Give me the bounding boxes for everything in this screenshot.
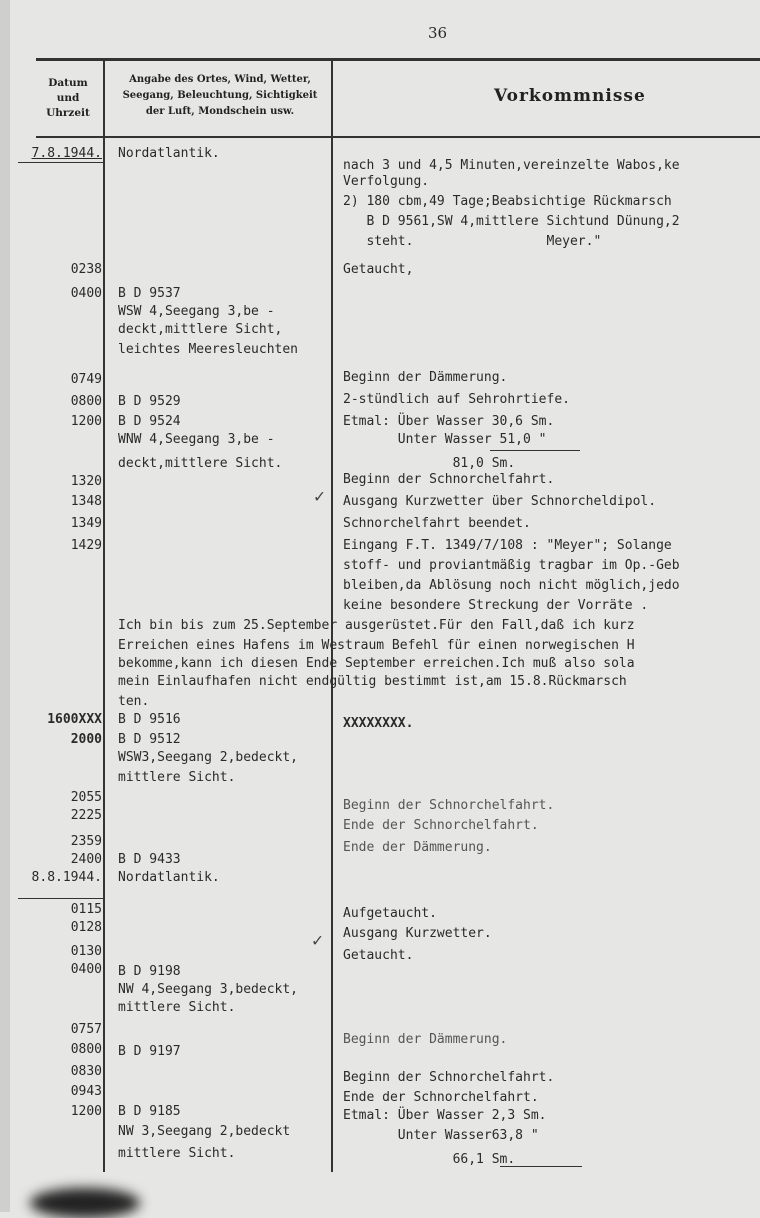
place-entry: B D 9197 (118, 1044, 181, 1059)
place-entry: B D 9537 (118, 286, 181, 301)
time-entry: 0128 (70, 920, 102, 935)
header-place-line: Angabe des Ortes, Wind, Wetter, (129, 74, 311, 85)
date-entry: 7.8.1944. (31, 146, 102, 161)
etmal-sum-line-1 (490, 450, 580, 451)
time-entry: 2055 (70, 790, 102, 805)
event-entry: Ausgang Kurzwetter über Schnorcheldipol. (343, 494, 657, 509)
time-entry: 0400 (70, 286, 102, 301)
checkmark-icon: ✓ (312, 930, 323, 951)
event-entry: Unter Wasser63,8 " (343, 1128, 539, 1143)
event-entry: Beginn der Dämmerung. (343, 370, 508, 385)
page-number: 36 (428, 24, 448, 42)
place-entry: B D 9512 (118, 732, 181, 747)
event-entry: Eingang F.T. 1349/7/108 : "Meyer"; Solange (343, 538, 672, 553)
header-date-line: Uhrzeit (46, 107, 90, 119)
event-entry: nach 3 und 4,5 Minuten,vereinzelte Wabos,ke (343, 158, 680, 173)
time-entry: 1320 (70, 474, 102, 489)
time-entry: 2400 (70, 852, 102, 867)
place-entry: leichtes Meeresleuchten (118, 342, 299, 357)
event-entry: Ende der Schnorchelfahrt. (343, 1090, 539, 1105)
time-entry: 0115 (70, 902, 102, 917)
event-entry: XXXXXXXX. (343, 716, 414, 731)
event-entry: Beginn der Dämmerung. (343, 1032, 508, 1047)
event-entry: 2-stündlich auf Sehrohrtiefe. (343, 392, 570, 407)
time-entry: 2000 (70, 732, 102, 747)
event-entry: Beginn der Schnorchelfahrt. (343, 1070, 555, 1085)
place-entry: mittlere Sicht. (118, 1146, 236, 1161)
place-entry: B D 9185 (118, 1104, 181, 1119)
place-entry: B D 9433 (118, 852, 181, 867)
event-entry: Getaucht. (343, 948, 414, 963)
date-entry: 8.8.1944. (31, 870, 102, 885)
event-entry: Etmal: Über Wasser 30,6 Sm. (343, 414, 555, 429)
header-place-line: der Luft, Mondschein usw. (145, 106, 295, 117)
time-entry: 0130 (70, 944, 102, 959)
time-entry: 0800 (70, 394, 102, 409)
column-divider-1 (103, 60, 105, 1172)
event-entry: Getaucht, (343, 262, 414, 277)
place-entry: B D 9198 (118, 964, 181, 979)
event-entry: 81,0 Sm. (343, 456, 516, 471)
time-entry: 1600XXX (47, 712, 102, 727)
place-entry: B D 9524 (118, 414, 181, 429)
time-entry: 1200 (70, 1104, 102, 1119)
time-entry: 1200 (70, 414, 102, 429)
event-entry: Ende der Dämmerung. (343, 840, 492, 855)
event-entry: Ende der Schnorchelfahrt. (343, 818, 539, 833)
event-entry: 66,1 Sm. (343, 1152, 516, 1167)
event-entry: 2) 180 cbm,49 Tage;Beabsichtige Rückmarsch (343, 194, 672, 209)
wide-message-line: ten. (118, 694, 150, 709)
time-entry: 2359 (70, 834, 102, 849)
place-entry: mittlere Sicht. (118, 1000, 236, 1015)
header-date-time (36, 76, 100, 121)
event-entry: keine besondere Streckung der Vorräte . (343, 598, 649, 613)
event-entry: Verfolgung. (343, 174, 430, 189)
time-entry: 0800 (70, 1042, 102, 1057)
top-rule (36, 58, 760, 61)
header-place (108, 72, 332, 120)
page-edge (0, 0, 10, 1212)
place-entry: Nordatlantik. (118, 870, 220, 885)
header-bottom-rule (36, 136, 760, 138)
event-entry: Aufgetaucht. (343, 906, 437, 921)
place-entry: NW 3,Seegang 2,bedeckt (118, 1124, 291, 1139)
time-entry: 1429 (70, 538, 102, 553)
time-entry: 1349 (70, 516, 102, 531)
time-entry: 2225 (70, 808, 102, 823)
time-entry: 0757 (70, 1022, 102, 1037)
scan-shadow (30, 1188, 140, 1218)
place-entry: WNW 4,Seegang 3,be - (118, 432, 275, 447)
event-entry: Etmal: Über Wasser 2,3 Sm. (343, 1108, 547, 1123)
header-events: Vorkommnisse (494, 86, 646, 106)
time-entry: 1348 (70, 494, 102, 509)
place-entry: Nordatlantik. (118, 146, 220, 161)
event-entry: Schnorchelfahrt beendet. (343, 516, 531, 531)
time-entry: 0943 (70, 1084, 102, 1099)
header-date-line: Datum (48, 77, 88, 89)
column-divider-2 (331, 60, 333, 1172)
event-entry: B D 9561,SW 4,mittlere Sichtund Dünung,2 (343, 214, 680, 229)
header-date-line: und (56, 92, 80, 104)
place-entry: deckt,mittlere Sicht. (118, 456, 283, 471)
place-entry: WSW 4,Seegang 3,be - (118, 304, 275, 319)
time-entry: 0400 (70, 962, 102, 977)
place-entry: mittlere Sicht. (118, 770, 236, 785)
date-underline-2 (18, 898, 104, 899)
wide-message-line: bekomme,kann ich diesen Ende September erreichen.Ich muß also sola (118, 656, 635, 671)
time-entry: 0749 (70, 372, 102, 387)
wide-message-line: Erreichen eines Hafens im Westraum Befehl für einen norwegischen H (118, 638, 635, 653)
place-entry: NW 4,Seegang 3,bedeckt, (118, 982, 299, 997)
checkmark-icon: ✓ (314, 486, 325, 507)
wide-message-line: Ich bin bis zum 25.September ausgerüstet.Für den Fall,daß ich kurz (118, 618, 635, 633)
event-entry: Beginn der Schnorchelfahrt. (343, 472, 555, 487)
event-entry: Ausgang Kurzwetter. (343, 926, 492, 941)
time-entry: 0238 (70, 262, 102, 277)
time-entry: 0830 (70, 1064, 102, 1079)
event-entry: Beginn der Schnorchelfahrt. (343, 798, 555, 813)
event-entry: Unter Wasser 51,0 " (343, 432, 547, 447)
date-underline-1 (18, 162, 104, 163)
event-entry: bleiben,da Ablösung noch nicht möglich,jedo (343, 578, 680, 593)
wide-message-line: mein Einlaufhafen nicht endgültig bestimmt ist,am 15.8.Rückmarsch (118, 674, 627, 689)
event-entry: stoff- und proviantmäßig tragbar im Op.-Geb (343, 558, 680, 573)
header-place-line: Seegang, Beleuchtung, Sichtigkeit (122, 90, 318, 101)
place-entry: WSW3,Seegang 2,bedeckt, (118, 750, 299, 765)
place-entry: deckt,mittlere Sicht, (118, 322, 283, 337)
place-entry: B D 9529 (118, 394, 181, 409)
place-entry: B D 9516 (118, 712, 181, 727)
event-entry: steht. Meyer." (343, 234, 602, 249)
